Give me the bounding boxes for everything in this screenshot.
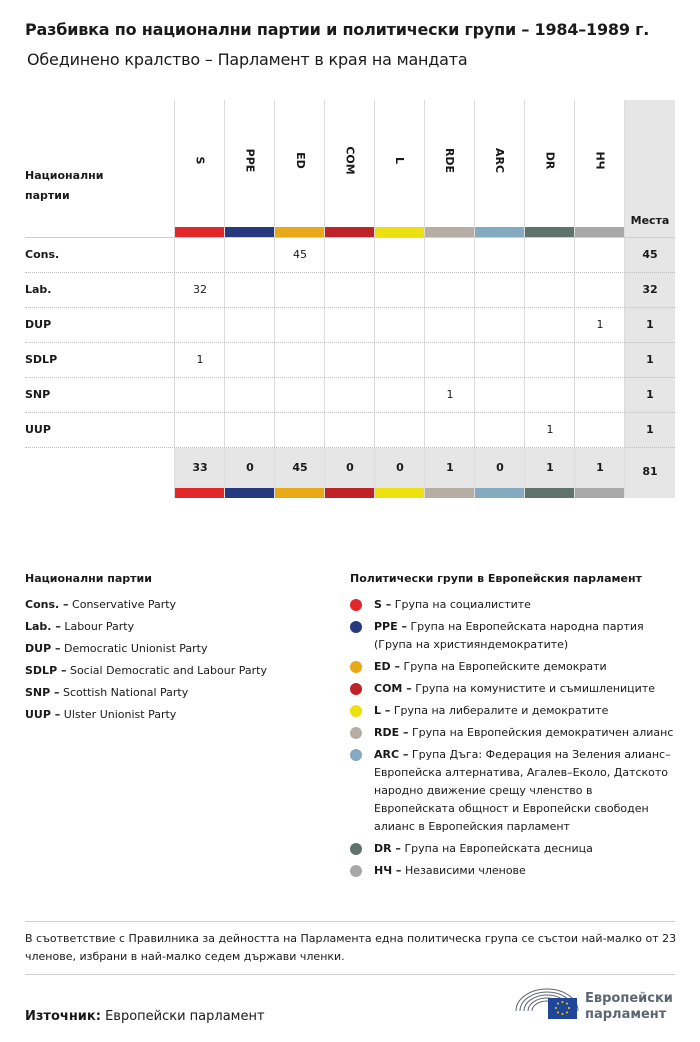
source-value: Европейски парламент — [105, 1009, 265, 1024]
party-name: Conservative Party — [72, 598, 177, 611]
group-legend-item — [350, 862, 675, 880]
column-header-label: L — [393, 156, 407, 164]
groups-legend-title: Политически групи в Европейския парламент — [350, 572, 642, 585]
group-name: Група на комунистите и съмишлениците — [415, 682, 655, 695]
table-cell: 1 — [196, 353, 204, 366]
header-divider — [25, 237, 675, 238]
table-cell: 1 — [596, 318, 604, 331]
table-cell: 1 — [546, 423, 554, 436]
column-header-6 — [425, 142, 475, 178]
group-legend-text — [374, 724, 675, 742]
group-color-dot-icon — [350, 705, 362, 717]
party-legend-item — [25, 708, 176, 721]
row-total-cell: 1 — [646, 318, 654, 331]
group-legend-text — [374, 702, 675, 720]
group-color-bar — [475, 488, 524, 498]
party-code: SDLP – — [25, 664, 67, 677]
column-total-cell: 33 — [192, 461, 208, 474]
grand-total-cell: 81 — [642, 465, 658, 478]
row-total-cell: 1 — [646, 388, 654, 401]
table-cell: 32 — [193, 283, 207, 296]
party-row-label: DUP — [25, 318, 52, 331]
group-name: Група на социалистите — [394, 598, 531, 611]
party-code: UUP – — [25, 708, 61, 721]
group-code: DR – — [374, 842, 401, 855]
party-row-label: Cons. — [25, 248, 60, 261]
party-name: Ulster Unionist Party — [63, 708, 177, 721]
column-header-5 — [375, 142, 425, 178]
column-header-1 — [175, 142, 225, 178]
column-total-cell: 0 — [396, 461, 404, 474]
row-total-cell: 1 — [646, 353, 654, 366]
group-name: Група на Европейската народна партия (Група на християндемократите) — [374, 620, 644, 651]
party-code: Lab. – — [25, 620, 61, 633]
page-title: Разбивка по национални партии и политически групи – 1984–1989 г. — [25, 20, 650, 39]
column-total-cell: 1 — [546, 461, 554, 474]
group-color-bar — [325, 227, 374, 237]
group-color-bar — [525, 227, 574, 237]
group-legend-text — [374, 596, 675, 614]
row-divider — [25, 307, 675, 308]
group-legend-item — [350, 596, 675, 614]
group-color-bar — [525, 488, 574, 498]
column-total-cell: 0 — [346, 461, 354, 474]
group-code: COM – — [374, 682, 412, 695]
party-row-label: Lab. — [25, 283, 52, 296]
party-name: Labour Party — [64, 620, 135, 633]
group-code: НЧ – — [374, 864, 402, 877]
party-row-label: UUP — [25, 423, 51, 436]
group-color-bar — [575, 227, 624, 237]
group-legend-text — [374, 840, 675, 858]
column-header-8 — [525, 142, 575, 178]
row-divider — [25, 342, 675, 343]
group-legend-item — [350, 658, 675, 676]
group-color-bar — [575, 488, 624, 498]
group-color-bar — [225, 227, 274, 237]
group-color-dot-icon — [350, 749, 362, 761]
group-legend-item — [350, 746, 675, 836]
column-header-2 — [225, 142, 275, 178]
party-row-label: SDLP — [25, 353, 58, 366]
party-name: Scottish National Party — [63, 686, 189, 699]
group-legend-item — [350, 618, 675, 654]
party-name: Democratic Unionist Party — [63, 642, 208, 655]
table-cell: 45 — [293, 248, 307, 261]
column-header-label: DR — [543, 151, 557, 169]
column-total-cell: 1 — [596, 461, 604, 474]
row-divider — [25, 377, 675, 378]
column-total-cell: 1 — [446, 461, 454, 474]
group-color-bar — [175, 227, 224, 237]
column-header-label: НЧ — [593, 150, 607, 170]
column-total-cell: 0 — [246, 461, 254, 474]
logo-line-2: парламент — [585, 1007, 667, 1022]
row-header-label: Национални партии — [25, 169, 104, 202]
row-divider — [25, 412, 675, 413]
column-header-label: ED — [293, 151, 307, 169]
party-name: Social Democratic and Labour Party — [69, 664, 267, 677]
group-color-bar — [225, 488, 274, 498]
group-color-bar — [425, 488, 474, 498]
group-color-dot-icon — [350, 661, 362, 673]
column-total-cell: 0 — [496, 461, 504, 474]
group-name: Група на Европейския демократичен алианс — [411, 726, 674, 739]
row-divider — [25, 447, 675, 448]
group-name: Група Дъга: Федерация на Зеления алианс–Европейска алтернатива, Агалев–Еколо, Датското народно движение срещу членство в Европейската общност и Европейски свободен алианс в Европейския парламент — [374, 748, 671, 833]
party-code: SNP – — [25, 686, 60, 699]
group-name: Група на Европейската десница — [404, 842, 593, 855]
group-color-bar — [425, 227, 474, 237]
column-header-label: PPE — [243, 148, 257, 172]
group-code: L – — [374, 704, 391, 717]
group-color-dot-icon — [350, 599, 362, 611]
row-total-cell: 1 — [646, 423, 654, 436]
group-legend-item — [350, 840, 675, 858]
column-header-label: RDE — [443, 147, 457, 173]
column-header-label: ARC — [493, 147, 507, 173]
party-legend-item — [25, 664, 267, 677]
row-divider — [25, 272, 675, 273]
group-color-bar — [275, 227, 324, 237]
party-legend-item — [25, 642, 207, 655]
group-legend-item — [350, 702, 675, 720]
row-total-cell: 45 — [642, 248, 658, 261]
party-row-label: SNP — [25, 388, 51, 401]
party-legend-item — [25, 598, 176, 611]
group-code: ARC – — [374, 748, 409, 761]
party-code: DUP – — [25, 642, 61, 655]
source-line — [25, 1009, 265, 1024]
group-color-bar — [325, 488, 374, 498]
column-header-9 — [575, 142, 625, 178]
source-label: Източник: — [25, 1009, 101, 1024]
logo-line-1: Европейски — [585, 991, 673, 1006]
column-header-label: COM — [343, 145, 357, 175]
group-color-bar — [475, 227, 524, 237]
group-color-bar — [275, 488, 324, 498]
column-header-4 — [325, 142, 375, 178]
group-code: ED – — [374, 660, 400, 673]
group-color-dot-icon — [350, 683, 362, 695]
group-name: Група на либералите и демократите — [393, 704, 609, 717]
footnote: В съответствие с Правилника за дейността на Парламента една политическа група се състои най-малко от 23 членове, избрани в най-малко седем държави членки. — [25, 932, 677, 963]
total-column-background — [625, 100, 675, 498]
group-color-bar — [375, 488, 424, 498]
divider — [25, 974, 675, 975]
seats-table — [25, 100, 675, 500]
group-legend-text — [374, 618, 675, 654]
column-header-label: S — [193, 156, 207, 164]
group-color-bar — [175, 488, 224, 498]
parties-legend-title: Национални партии — [25, 572, 152, 585]
seats-column-header: Места — [630, 214, 670, 227]
group-color-dot-icon — [350, 865, 362, 877]
row-total-cell: 32 — [642, 283, 658, 296]
party-legend-item — [25, 620, 134, 633]
group-name: Група на Европейските демократи — [403, 660, 607, 673]
group-color-dot-icon — [350, 843, 362, 855]
logo-text — [585, 991, 673, 1023]
divider — [25, 921, 675, 922]
party-legend-item — [25, 686, 188, 699]
column-header-7 — [475, 142, 525, 178]
group-color-dot-icon — [350, 621, 362, 633]
group-code: PPE – — [374, 620, 407, 633]
group-legend-text — [374, 746, 675, 836]
group-legend-item — [350, 724, 675, 742]
group-legend-text — [374, 658, 675, 676]
group-code: S – — [374, 598, 392, 611]
group-legend-text — [374, 862, 675, 880]
party-code: Cons. – — [25, 598, 69, 611]
group-color-bar — [375, 227, 424, 237]
group-color-dot-icon — [350, 727, 362, 739]
group-code: RDE – — [374, 726, 409, 739]
column-header-3 — [275, 142, 325, 178]
group-legend-text — [374, 680, 675, 698]
table-cell: 1 — [446, 388, 454, 401]
page-subtitle: Обединено кралство – Парламент в края на мандата — [27, 50, 468, 69]
group-name: Независими членове — [404, 864, 526, 877]
group-legend-item — [350, 680, 675, 698]
column-total-cell: 45 — [292, 461, 308, 474]
